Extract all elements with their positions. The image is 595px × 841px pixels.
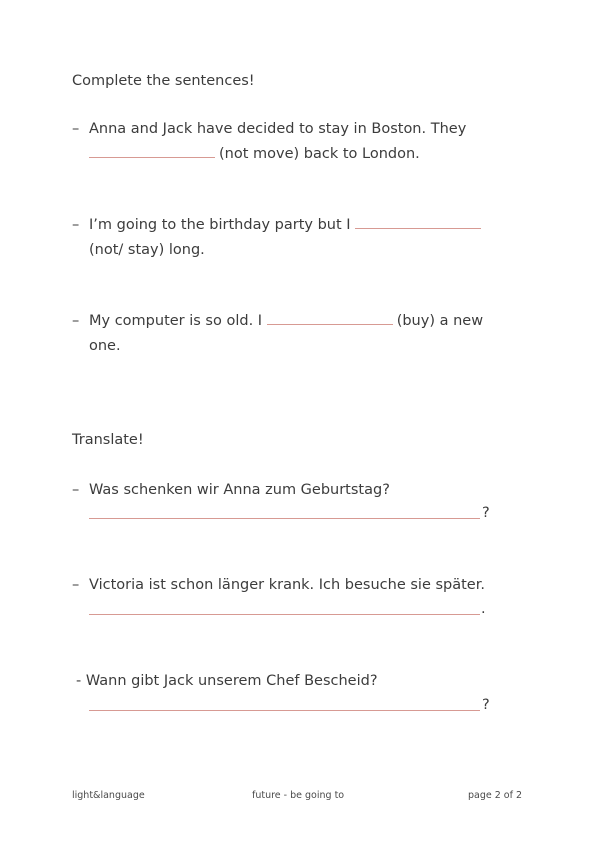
answer-blank[interactable] [89, 145, 215, 158]
footer-left: light&language [72, 790, 145, 801]
answer-blank[interactable] [267, 312, 393, 325]
section-heading-translate: Translate! [72, 432, 144, 448]
answer-blank[interactable] [355, 216, 481, 229]
exercise-3-hint: (buy) a new [396, 313, 484, 329]
exercise-1-text: Anna and Jack have decided to stay in Boston. They [89, 121, 467, 137]
translate-1-end: ? [482, 505, 490, 521]
exercise-3-pre: My computer is so old. I [89, 313, 263, 329]
translate-3-text: - Wann gibt Jack unserem Chef Bescheid? [76, 673, 378, 689]
exercise-1-line2 [89, 144, 420, 164]
answer-line[interactable] [89, 518, 480, 519]
item-dash: – [72, 577, 80, 593]
translate-3-end: ? [482, 697, 490, 713]
exercise-2-hint: (not/ stay) long. [89, 242, 205, 258]
exercise-3-text [89, 311, 483, 331]
item-dash: – [72, 121, 80, 137]
exercise-2-pre: I’m going to the birthday party but I [89, 217, 351, 233]
translate-2-text: Victoria ist schon länger krank. Ich besuche sie später. [89, 577, 485, 593]
footer-page-number: page 2 of 2 [468, 790, 523, 801]
translate-1-text: Was schenken wir Anna zum Geburtstag? [89, 482, 390, 498]
exercise-1-hint: (not move) back to London. [219, 146, 420, 162]
answer-line[interactable] [89, 614, 480, 615]
item-dash: – [72, 482, 80, 498]
section-heading-complete: Complete the sentences! [72, 73, 255, 89]
exercise-2-text [89, 215, 485, 235]
translate-2-end: . [481, 601, 486, 617]
footer-center: future - be going to [252, 790, 345, 801]
exercise-3-line2: one. [89, 338, 121, 354]
item-dash: – [72, 313, 80, 329]
answer-line[interactable] [89, 710, 480, 711]
item-dash: – [72, 217, 80, 233]
